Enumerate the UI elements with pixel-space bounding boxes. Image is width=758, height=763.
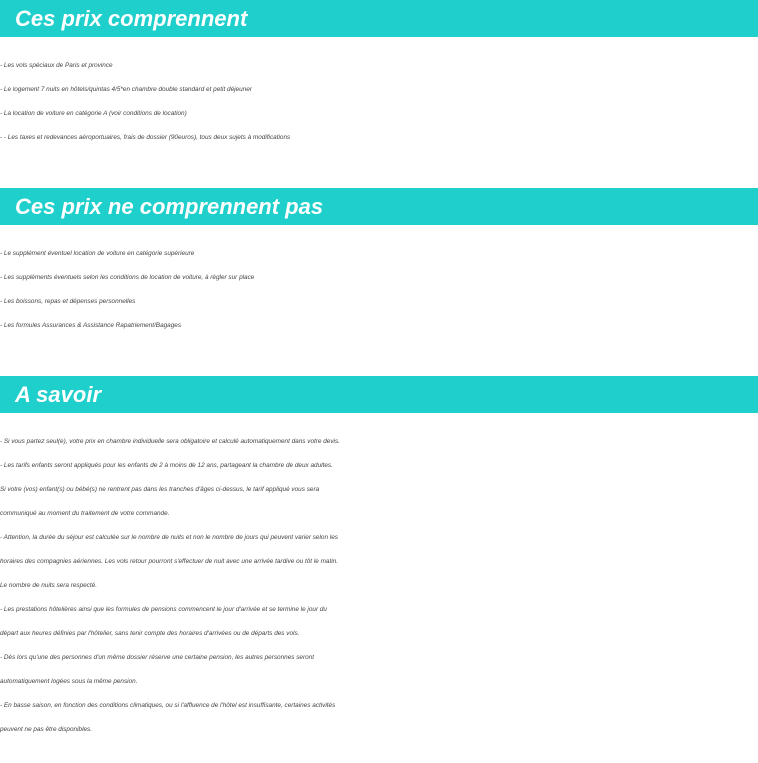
text-line: Si votre (vos) enfant(s) ou bébé(s) ne rentrent pas dans les tranches d'âges ci-dessus, le tarif appliqué vous sera (0, 486, 320, 493)
text-line: Le nombre de nuits sera respecté. (0, 582, 97, 589)
list-item: - La location de voiture en catégorie A (voir conditions de location) (0, 110, 187, 117)
list-item: - Les suppléments éventuels selon les conditions de location de voiture, à régler sur place (0, 274, 255, 281)
section-title: Ces prix ne comprennent pas (0, 188, 758, 225)
section-good-to-know (0, 376, 758, 742)
list-item: - Les vols spéciaux de Paris et province (0, 62, 113, 69)
list-item: - Le logement 7 nuits en hôtels/quintas 4/5*en chambre double standard et petit déjeuner (0, 86, 252, 93)
included-list (0, 54, 758, 150)
text-line: - Si vous partez seul(e), votre prix en chambre individuelle sera obligatoire et calculé automatiquement dans votre devis. (0, 438, 340, 445)
section-included (0, 0, 758, 150)
text-line: départ aux heures définies par l'hôtelier, sans tenir compte des horaires d'arrivées ou de départs des vols. (0, 630, 300, 637)
text-line: - En basse saison, en fonction des conditions climatiques, ou si l'affluence de l'hôtel est insuffisante, certaines activités (0, 702, 336, 709)
text-line: - Les prestations hôtelières ainsi que les formules de pensions commencent le jour d'arrivée et se termine le jour du (0, 606, 327, 613)
text-line: communiqué au moment du traitement de votre commande. (0, 510, 170, 517)
section-title: A savoir (0, 376, 758, 413)
text-line: - Attention, la durée du séjour est calculée sur le nombre de nuits et non le nombre de jours qui peuvent varier selon les (0, 534, 338, 541)
not-included-list (0, 242, 758, 338)
good-to-know-text (0, 430, 758, 742)
text-line: peuvent ne pas être disponibles. (0, 726, 93, 733)
list-item: - Les formules Assurances & Assistance Rapatriement/Bagages (0, 322, 182, 329)
text-line: - Dès lors qu'une des personnes d'un même dossier réserve une certaine pension, les autres personnes seront (0, 654, 314, 661)
section-title: Ces prix comprennent (0, 0, 758, 37)
text-line: horaires des compagnies aériennes. Les vols retour pourront s'effectuer de nuit avec une arrivée tardive ou tôt le matin. (0, 558, 338, 565)
text-line: - Les tarifs enfants seront appliqués pour les enfants de 2 à moins de 12 ans, partageant la chambre de deux adultes. (0, 462, 333, 469)
list-item: - - Les taxes et redevances aéroportuaires, frais de dossier (90euros), tous deux sujets à modifications (0, 134, 291, 141)
list-item: - Les boissons, repas et dépenses personnelles (0, 298, 136, 305)
section-not-included (0, 188, 758, 338)
text-line: automatiquement logées sous la même pension. (0, 678, 138, 685)
list-item: - Le supplément éventuel location de voiture en catégorie supérieure (0, 250, 195, 257)
